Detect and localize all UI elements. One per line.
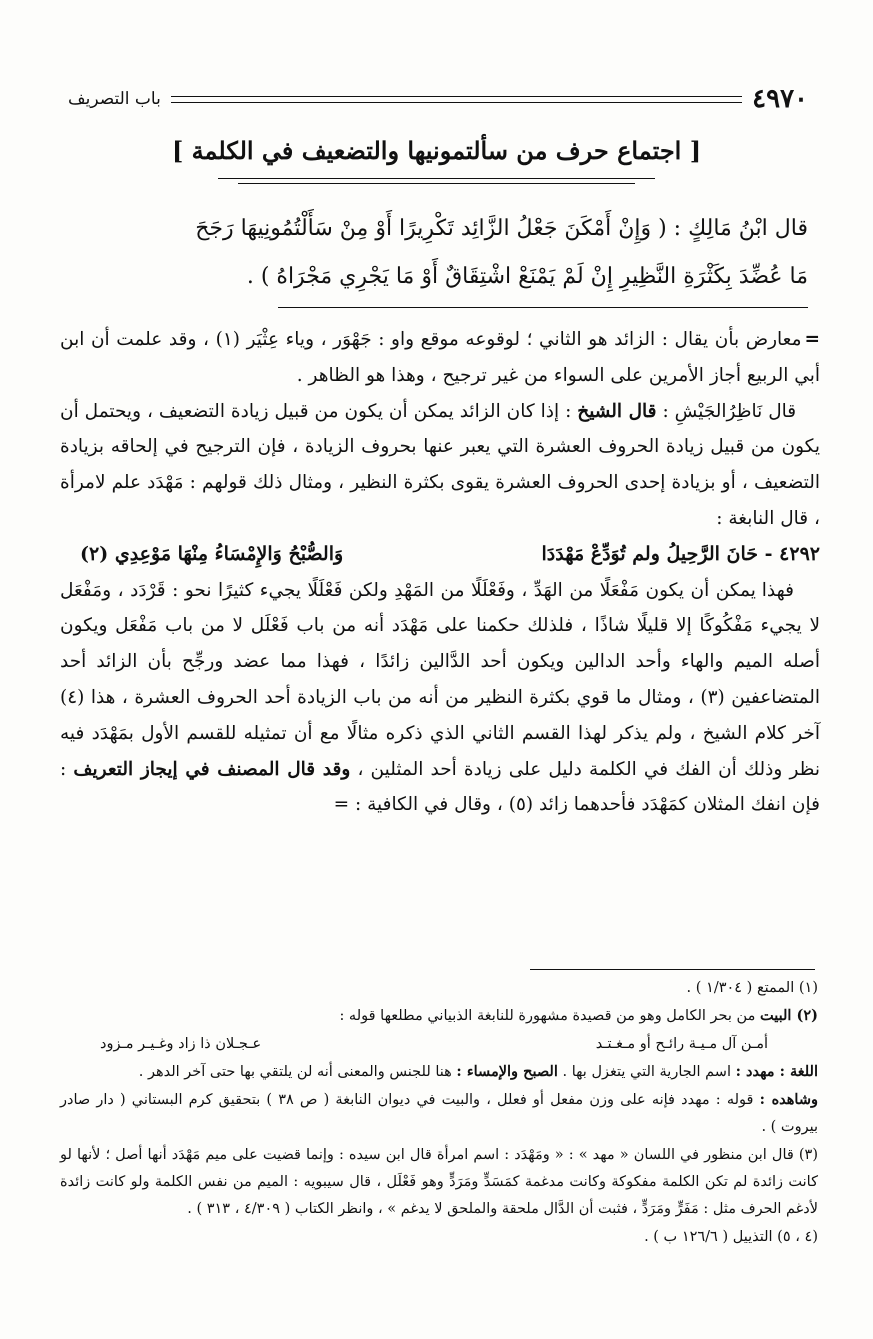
section-title: باب التصريف bbox=[68, 89, 161, 109]
footnote-4-5: (٤ ، ٥) التذييل ( ١٢٦/٦ ب ) . bbox=[644, 1228, 818, 1245]
lugha-label: اللغة : مهدد : bbox=[735, 1062, 818, 1080]
matn-line-2: مَا عُضِّدَ بِكَثْرَةِ النَّظِيرِ إِنْ لَمْ يَمْنَعْ اشْتِقَاقٌ أَوْ مَا يَجْرِي مَجْرَاهُ ) . bbox=[246, 264, 808, 289]
page-number: ٤٩٧٠ bbox=[752, 84, 808, 114]
footnote-1: (١) الممتع ( ١/٣٠٤ ) . bbox=[686, 980, 818, 996]
title-underline-thin bbox=[238, 183, 635, 184]
continuation-mark: = bbox=[804, 329, 821, 350]
shahid-label: وشاهده : bbox=[759, 1091, 818, 1109]
paragraph-3-end: : فإن انفك المثلان كمَهْدَد فأحدهما زائد (٥) ، وقال في الكافية : = bbox=[60, 758, 820, 816]
paragraph-2 bbox=[60, 394, 820, 537]
paragraph-1 bbox=[60, 322, 820, 394]
footnote-poem bbox=[60, 1031, 818, 1058]
verse bbox=[60, 537, 820, 573]
paragraph-3 bbox=[60, 573, 820, 824]
footnote-2-label: (٢) البيت bbox=[759, 1007, 818, 1025]
footnote-2-text: من بحر الكامل وهو من قصيدة مشهورة للنابغة الذبياني مطلعها قوله : bbox=[339, 1008, 760, 1025]
verse-second-hemistich: وَالصُّبْحُ وَالإِمْسَاءُ مِنْهَا مَوْعِدِي (٢) bbox=[80, 542, 344, 565]
footnote-2 bbox=[60, 1002, 818, 1030]
paragraph-3-bold: وقد قال المصنف في إيجاز التعريف bbox=[73, 758, 351, 780]
lugha-label-2: الصبح والإمساء : bbox=[456, 1062, 558, 1080]
shahid-text: قوله : مهدد فإنه على وزن مفعل أو فعلل ، والبيت في ديوان النابغة ( ص ٣٨ ) بتحقيق كرم البستاني ( دار صادر بيروت ) . bbox=[60, 1092, 818, 1136]
paragraph-3-text: فهذا يمكن أن يكون مَفْعَلًا من الهَدِّ ، وفَعْلَلًا من المَهْدِ ولكن فَعْلَلًا يجيء كثيرًا نحو : قَرْدَد ، ومَفْعَل لا يجيء مَفْكُوكًا إلا قليلًا شاذًا ، فلذلك حكمنا على مَهْدَد أنه من باب فَعْلَل لا من باب مَفْعَل ويكون أصله الميم والهاء وأحد الدالين ويكون أحد الدَّالين زائدًا ، فهذا مما عضد ورجِّح بأن الزائد أحد المتضاعفين (٣) ، ومثال ما قوي بكثرة النظير من أنه من باب الزيادة أحد الحروف العشرة ، هذا (٤) آخر كلام الشيخ ، ولم يذكر لهذا القسم الثاني الذي ذكره مثالًا مع أن تمثيله للقسم الأول بمَهْدَد فيه نظر وذلك أن الفك في الكلمة دليل على زيادة أحد المثلين ، bbox=[60, 579, 820, 780]
commentary bbox=[60, 322, 820, 823]
chapter-title: [ اجتماع حرف من سألتمونيها والتضعيف في الكلمة ] bbox=[171, 136, 702, 165]
footnotes bbox=[60, 975, 818, 1251]
lugha-text-2: هنا للجنس والمعنى أنه لن يلتقي بها حتى آخر الدهر . bbox=[138, 1063, 457, 1080]
footnote-lugha bbox=[60, 1058, 818, 1086]
paragraph-1-text: معارض بأن يقال : الزائد هو الثاني ؛ لوقوعه موقع واو : جَهْوَر ، وياء عِثْيَر (١) ، وقد علمت أن ابن أبي الربيع أجاز الأمرين على السواء من غير ترجيح ، وهذا هو الظاهر . bbox=[60, 329, 820, 386]
verse-number: ٤٢٩٢ - bbox=[764, 542, 820, 565]
matn-rule bbox=[278, 307, 808, 308]
title-underline bbox=[218, 178, 655, 179]
paragraph-2-bold: قال الشيخ bbox=[577, 400, 657, 422]
footnote-3: (٣) قال ابن منظور في اللسان « مهد » : « ومَهْدَد : اسم امرأة قال ابن سيده : وإنما قضيت على ميم مَهْدَد أنها أصل ؛ لأنها لو كانت زائدة لم تكن الكلمة مفكوكة وكانت مدغمة كمَسَدٍّ ومَرَدٍّ وهو فَعْلَل ، قال سيبويه : الميم من نفس الكلمة ولو كانت زائدة لأدغم الحرف مثل : مَفَرٍّ ومَرَدٍّ ، فثبت أن الدَّال ملحقة والملحق لا يدغم » ، وانظر الكتاب ( ٤/٣٠٩ ، ٣١٣ ) . bbox=[60, 1146, 818, 1218]
paragraph-2-intro: قال نَاظِرُالجَيْشِ : bbox=[656, 400, 797, 422]
running-header bbox=[68, 82, 808, 116]
footnote-rule bbox=[530, 969, 815, 970]
paragraph-2-text: : إذا كان الزائد يمكن أن يكون من قبيل زيادة التضعيف ، ويحتمل أن يكون من قبيل زيادة الحروف العشرة التي يعبر عنها بحروف الزيادة ، فإن الترجيح في إلحاقه بزيادة التضعيف ، أو بزيادة إحدى الحروف العشرة يقوى بكثرة النظير ، ومثال ذلك قولهم : مَهْدَد علم لامرأة ، قال النابغة : bbox=[60, 400, 820, 529]
header-rule bbox=[171, 96, 742, 103]
verse-first-hemistich bbox=[542, 537, 821, 573]
lugha-text: اسم الجارية التي يتغزل بها . bbox=[557, 1063, 736, 1080]
poem-second-hemistich: عـجـلان ذا زاد وغـيـر مـزود bbox=[100, 1035, 262, 1052]
matn-line-1: قال ابْنُ مَالِكٍ : ( وَإِنْ أَمْكَنَ جَعْلُ الزَّائِد تَكْرِيرًا أَوْ مِنْ سَأَلْتُمُونِيهَا رَجَحَ bbox=[195, 216, 808, 241]
matn-text bbox=[68, 205, 808, 301]
footnote-shahid bbox=[60, 1086, 818, 1142]
verse-first-text: حَانَ الرَّحِيلُ ولم تُوَدِّعْ مَهْدَدَا bbox=[541, 542, 759, 565]
poem-first-hemistich: أمـن آل مـيـة رائـح أو مـغـتـد bbox=[595, 1035, 768, 1052]
